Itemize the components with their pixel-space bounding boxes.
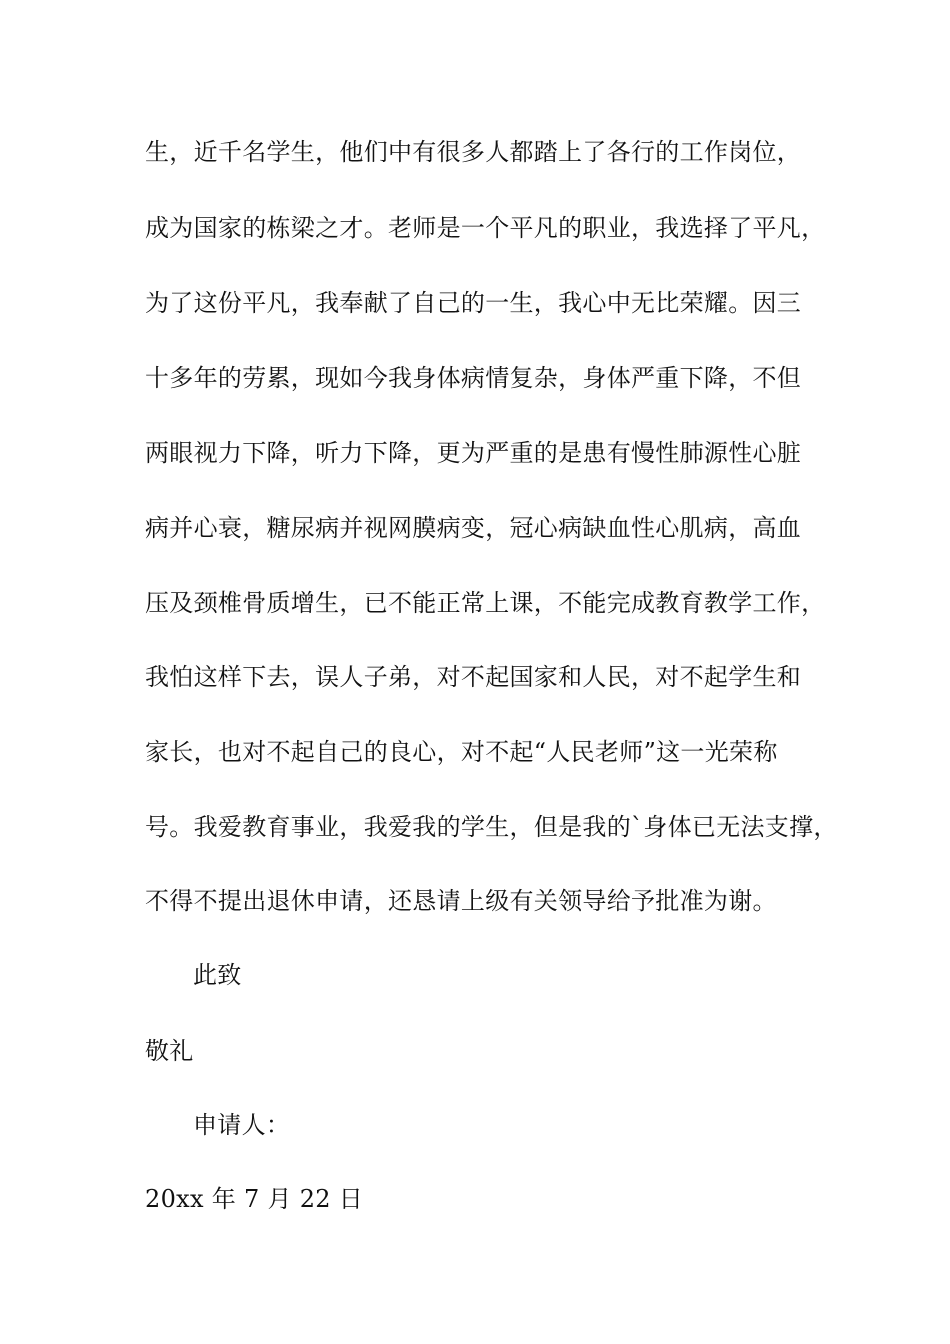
body-line-6: 病并心衰，糖尿病并视网膜病变，冠心病缺血性心肌病，高血 (145, 514, 802, 542)
body-line-2: 成为国家的栋梁之才。老师是一个平凡的职业，我选择了平凡， (145, 214, 826, 242)
body-line-7: 压及颈椎骨质增生，已不能正常上课，不能完成教育教学工作， (145, 589, 826, 617)
body-line-1: 生，近千名学生，他们中有很多人都踏上了各行的工作岗位， (145, 138, 802, 166)
body-line-5: 两眼视力下降，听力下降，更为严重的是患有慢性肺源性心脏 (145, 439, 802, 467)
body-line-4: 十多年的劳累，现如今我身体病情复杂，身体严重下降，不但 (145, 364, 802, 392)
body-line-8: 我怕这样下去，误人子弟，对不起国家和人民，对不起学生和 (145, 663, 802, 691)
body-line-9: 家长，也对不起自己的良心，对不起“人民老师”这一光荣称 (145, 738, 778, 766)
date-text: 20xx 年 7 月 22 日 (145, 1185, 364, 1213)
body-line-3: 为了这份平凡，我奉献了自己的一生，我心中无比荣耀。因三 (145, 289, 802, 317)
applicant-label: 申请人： (193, 1111, 291, 1139)
closing-text: 此致 (193, 961, 242, 989)
salutation-text: 敬礼 (145, 1037, 194, 1065)
body-line-11: 不得不提出退休申请，还恳请上级有关领导给予批准为谢。 (145, 887, 777, 915)
body-line-10: 号。我爱教育事业，我爱我的学生，但是我的`身体已无法支撑， (145, 813, 838, 841)
